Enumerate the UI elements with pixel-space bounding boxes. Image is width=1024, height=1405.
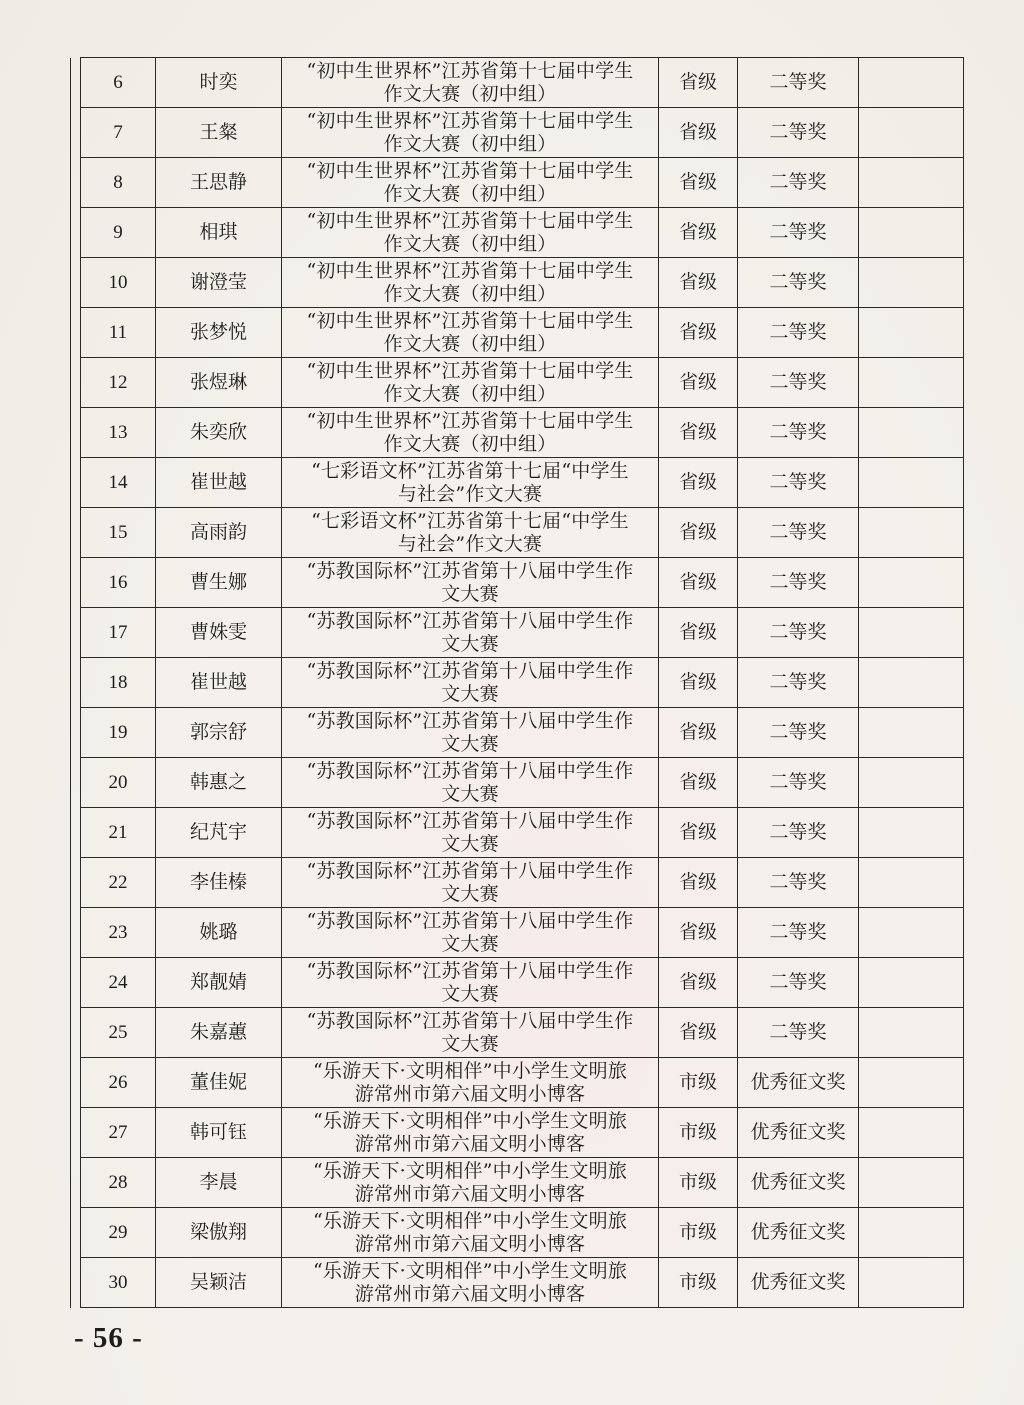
award-level: 省级 [659,908,738,958]
student-name: 纪芃宇 [156,808,282,858]
student-name: 张梦悦 [156,308,282,358]
award-grade: 优秀征文奖 [738,1108,859,1158]
award-level: 市级 [659,1208,738,1258]
award-grade: 二等奖 [738,808,859,858]
row-margin-cell [71,1258,81,1308]
student-name: 梁傲翔 [156,1208,282,1258]
competition-name [282,908,659,958]
table-row [71,1258,964,1308]
row-number: 26 [81,1058,156,1108]
remarks-cell [859,1258,964,1308]
table-row [71,458,964,508]
award-grade: 二等奖 [738,108,859,158]
table-row [71,208,964,258]
award-grade: 优秀征文奖 [738,1058,859,1108]
competition-name-line: “初中生世界杯”江苏省第十七届中学生 [306,309,634,332]
student-name: 董佳妮 [156,1058,282,1108]
student-name: 相琪 [156,208,282,258]
student-name: 谢澄莹 [156,258,282,308]
award-level: 省级 [659,408,738,458]
remarks-cell [859,958,964,1008]
competition-name-line: “七彩语文杯”江苏省第十七届“中学生 [311,459,629,482]
table-row [71,358,964,408]
row-number: 30 [81,1258,156,1308]
remarks-cell [859,1208,964,1258]
award-level: 省级 [659,958,738,1008]
competition-name [282,558,659,608]
row-number: 11 [81,308,156,358]
remarks-cell [859,258,964,308]
table-row [71,608,964,658]
award-level: 省级 [659,658,738,708]
row-number: 29 [81,1208,156,1258]
award-level: 省级 [659,108,738,158]
row-margin-cell [71,1108,81,1158]
row-number: 13 [81,408,156,458]
award-grade: 二等奖 [738,508,859,558]
remarks-cell [859,308,964,358]
remarks-cell [859,208,964,258]
award-level: 省级 [659,358,738,408]
award-grade: 二等奖 [738,258,859,308]
row-number: 25 [81,1008,156,1058]
competition-name-line: “苏教国际杯”江苏省第十八届中学生作 [306,859,634,882]
remarks-cell [859,408,964,458]
competition-name-line: 作文大赛（初中组） [383,382,557,405]
row-margin-cell [71,1058,81,1108]
award-table [70,57,964,1308]
student-name: 姚璐 [156,908,282,958]
award-grade: 二等奖 [738,308,859,358]
competition-name [282,358,659,408]
row-number: 12 [81,358,156,408]
student-name: 郭宗舒 [156,708,282,758]
award-grade: 二等奖 [738,758,859,808]
student-name: 韩可钰 [156,1108,282,1158]
remarks-cell [859,1158,964,1208]
competition-name-line: 游常州市第六届文明小博客 [354,1282,586,1305]
competition-name-line: “苏教国际杯”江苏省第十八届中学生作 [306,1009,634,1032]
competition-name-line: “苏教国际杯”江苏省第十八届中学生作 [306,909,634,932]
row-number: 6 [81,58,156,108]
competition-name-line: 作文大赛（初中组） [383,432,557,455]
table-row [71,158,964,208]
award-level: 省级 [659,708,738,758]
row-number: 22 [81,858,156,908]
row-margin-cell [71,358,81,408]
competition-name [282,858,659,908]
award-level: 省级 [659,308,738,358]
row-margin-cell [71,708,81,758]
competition-name-line: 文大赛 [441,582,499,605]
row-number: 23 [81,908,156,958]
competition-name-line: 游常州市第六届文明小博客 [354,1082,586,1105]
competition-name [282,158,659,208]
remarks-cell [859,358,964,408]
award-grade: 二等奖 [738,708,859,758]
table-row [71,258,964,308]
competition-name-line: 作文大赛（初中组） [383,82,557,105]
student-name: 曹生娜 [156,558,282,608]
row-margin-cell [71,458,81,508]
row-margin-cell [71,808,81,858]
competition-name-line: “苏教国际杯”江苏省第十八届中学生作 [306,809,634,832]
award-level: 省级 [659,508,738,558]
remarks-cell [859,1058,964,1108]
row-number: 21 [81,808,156,858]
row-margin-cell [71,108,81,158]
remarks-cell [859,508,964,558]
competition-name-line: “乐游天下·文明相伴”中小学生文明旅 [312,1059,628,1082]
row-margin-cell [71,158,81,208]
table-row [71,558,964,608]
competition-name [282,1008,659,1058]
table-row [71,1158,964,1208]
competition-name-line: 文大赛 [441,932,499,955]
row-margin-cell [71,958,81,1008]
competition-name [282,608,659,658]
student-name: 王粲 [156,108,282,158]
table-row [71,808,964,858]
table-row [71,758,964,808]
award-level: 市级 [659,1258,738,1308]
remarks-cell [859,1108,964,1158]
table-row [71,658,964,708]
remarks-cell [859,1008,964,1058]
table-row [71,1108,964,1158]
student-name: 李晨 [156,1158,282,1208]
award-grade: 二等奖 [738,58,859,108]
student-name: 时奕 [156,58,282,108]
competition-name-line: 作文大赛（初中组） [383,132,557,155]
competition-name [282,1258,659,1308]
award-level: 省级 [659,608,738,658]
award-level: 省级 [659,558,738,608]
award-level: 省级 [659,458,738,508]
row-margin-cell [71,208,81,258]
student-name: 崔世越 [156,458,282,508]
student-name: 郑靓婧 [156,958,282,1008]
competition-name-line: “乐游天下·文明相伴”中小学生文明旅 [312,1259,628,1282]
award-grade: 二等奖 [738,858,859,908]
competition-name-line: 作文大赛（初中组） [383,232,557,255]
competition-name [282,958,659,1008]
remarks-cell [859,658,964,708]
competition-name-line: “苏教国际杯”江苏省第十八届中学生作 [306,759,634,782]
competition-name-line: “初中生世界杯”江苏省第十七届中学生 [306,209,634,232]
competition-name [282,258,659,308]
competition-name-line: “初中生世界杯”江苏省第十七届中学生 [306,109,634,132]
row-margin-cell [71,308,81,358]
competition-name-line: 游常州市第六届文明小博客 [354,1132,586,1155]
competition-name-line: “初中生世界杯”江苏省第十七届中学生 [306,259,634,282]
competition-name [282,308,659,358]
award-grade: 二等奖 [738,658,859,708]
competition-name [282,1108,659,1158]
competition-name-line: 文大赛 [441,682,499,705]
award-grade: 二等奖 [738,958,859,1008]
row-number: 28 [81,1158,156,1208]
row-number: 17 [81,608,156,658]
table-row [71,1208,964,1258]
competition-name-line: 文大赛 [441,782,499,805]
competition-name [282,508,659,558]
student-name: 李佳榛 [156,858,282,908]
competition-name [282,1158,659,1208]
competition-name-line: “初中生世界杯”江苏省第十七届中学生 [306,409,634,432]
award-grade: 优秀征文奖 [738,1258,859,1308]
competition-name [282,1208,659,1258]
competition-name [282,58,659,108]
row-margin-cell [71,758,81,808]
competition-name-line: 作文大赛（初中组） [383,332,557,355]
remarks-cell [859,458,964,508]
award-grade: 优秀征文奖 [738,1208,859,1258]
competition-name-line: “初中生世界杯”江苏省第十七届中学生 [306,59,634,82]
competition-name-line: “苏教国际杯”江苏省第十八届中学生作 [306,659,634,682]
award-grade: 二等奖 [738,1008,859,1058]
competition-name-line: “苏教国际杯”江苏省第十八届中学生作 [306,959,634,982]
student-name: 吴颖洁 [156,1258,282,1308]
remarks-cell [859,158,964,208]
row-margin-cell [71,608,81,658]
row-margin-cell [71,658,81,708]
competition-name-line: “乐游天下·文明相伴”中小学生文明旅 [312,1159,628,1182]
row-margin-cell [71,258,81,308]
competition-name-line: 与社会”作文大赛 [397,532,543,555]
row-margin-cell [71,508,81,558]
award-grade: 二等奖 [738,208,859,258]
competition-name-line: “乐游天下·文明相伴”中小学生文明旅 [312,1209,628,1232]
student-name: 朱嘉蕙 [156,1008,282,1058]
table-row [71,58,964,108]
table-row [71,408,964,458]
competition-name [282,108,659,158]
remarks-cell [859,608,964,658]
page-number: - 56 - [74,1322,143,1354]
remarks-cell [859,558,964,608]
row-margin-cell [71,1158,81,1208]
award-level: 省级 [659,758,738,808]
competition-name [282,208,659,258]
row-number: 19 [81,708,156,758]
student-name: 韩惠之 [156,758,282,808]
table-row [71,858,964,908]
row-number: 15 [81,508,156,558]
remarks-cell [859,808,964,858]
row-number: 7 [81,108,156,158]
row-margin-cell [71,1208,81,1258]
award-grade: 二等奖 [738,908,859,958]
row-number: 10 [81,258,156,308]
table-row [71,1008,964,1058]
competition-name-line: 文大赛 [441,832,499,855]
row-margin-cell [71,858,81,908]
award-grade: 二等奖 [738,358,859,408]
competition-name-line: 文大赛 [441,632,499,655]
award-table-body [71,58,964,1308]
competition-name-line: 文大赛 [441,732,499,755]
award-grade: 二等奖 [738,608,859,658]
student-name: 朱奕欣 [156,408,282,458]
student-name: 崔世越 [156,658,282,708]
table-row [71,958,964,1008]
competition-name-line: 作文大赛（初中组） [383,282,557,305]
competition-name-line: “初中生世界杯”江苏省第十七届中学生 [306,159,634,182]
award-level: 市级 [659,1108,738,1158]
student-name: 曹姝雯 [156,608,282,658]
row-number: 16 [81,558,156,608]
competition-name-line: 游常州市第六届文明小博客 [354,1182,586,1205]
remarks-cell [859,108,964,158]
competition-name-line: 文大赛 [441,882,499,905]
row-number: 27 [81,1108,156,1158]
row-margin-cell [71,558,81,608]
award-grade: 二等奖 [738,458,859,508]
competition-name [282,658,659,708]
remarks-cell [859,58,964,108]
row-number: 9 [81,208,156,258]
award-grade: 二等奖 [738,558,859,608]
award-level: 省级 [659,158,738,208]
row-number: 24 [81,958,156,1008]
remarks-cell [859,758,964,808]
table-row [71,908,964,958]
row-margin-cell [71,58,81,108]
row-number: 20 [81,758,156,808]
competition-name-line: 文大赛 [441,982,499,1005]
competition-name [282,408,659,458]
student-name: 王思静 [156,158,282,208]
competition-name-line: 与社会”作文大赛 [397,482,543,505]
award-level: 省级 [659,808,738,858]
table-row [71,1058,964,1108]
row-number: 14 [81,458,156,508]
competition-name [282,808,659,858]
award-grade: 二等奖 [738,408,859,458]
competition-name-line: “苏教国际杯”江苏省第十八届中学生作 [306,609,634,632]
competition-name-line: 作文大赛（初中组） [383,182,557,205]
award-level: 市级 [659,1158,738,1208]
remarks-cell [859,708,964,758]
student-name: 高雨韵 [156,508,282,558]
award-grade: 二等奖 [738,158,859,208]
row-number: 8 [81,158,156,208]
award-grade: 优秀征文奖 [738,1158,859,1208]
award-level: 省级 [659,858,738,908]
competition-name-line: “七彩语文杯”江苏省第十七届“中学生 [311,509,629,532]
award-level: 省级 [659,1008,738,1058]
competition-name-line: “初中生世界杯”江苏省第十七届中学生 [306,359,634,382]
award-level: 省级 [659,258,738,308]
row-margin-cell [71,1008,81,1058]
competition-name-line: 文大赛 [441,1032,499,1055]
competition-name [282,1058,659,1108]
student-name: 张煜琳 [156,358,282,408]
competition-name [282,758,659,808]
award-level: 省级 [659,58,738,108]
award-level: 省级 [659,208,738,258]
row-margin-cell [71,408,81,458]
table-row [71,308,964,358]
award-level: 市级 [659,1058,738,1108]
remarks-cell [859,858,964,908]
table-row [71,508,964,558]
row-number: 18 [81,658,156,708]
competition-name-line: “苏教国际杯”江苏省第十八届中学生作 [306,559,634,582]
competition-name-line: 游常州市第六届文明小博客 [354,1232,586,1255]
table-row [71,708,964,758]
table-row [71,108,964,158]
remarks-cell [859,908,964,958]
competition-name-line: “乐游天下·文明相伴”中小学生文明旅 [312,1109,628,1132]
competition-name [282,458,659,508]
competition-name [282,708,659,758]
competition-name-line: “苏教国际杯”江苏省第十八届中学生作 [306,709,634,732]
row-margin-cell [71,908,81,958]
